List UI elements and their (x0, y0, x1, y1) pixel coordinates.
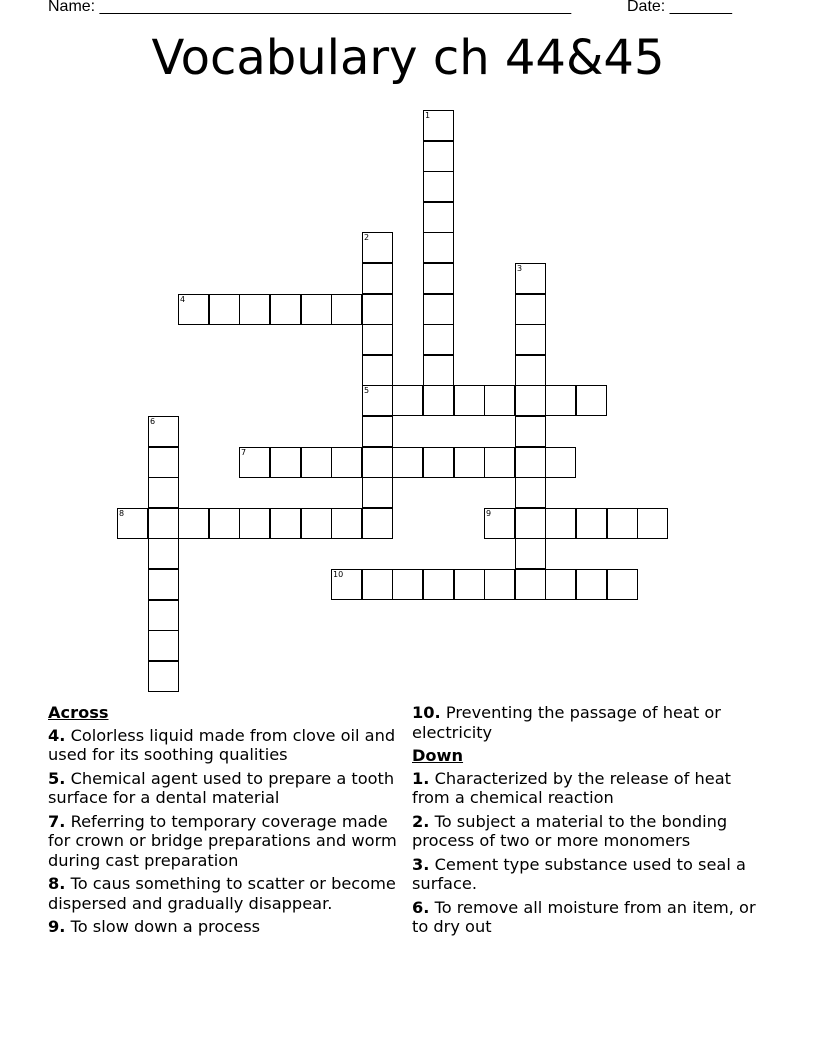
grid-cell[interactable] (576, 385, 607, 416)
grid-cell[interactable] (331, 508, 362, 539)
grid-cell[interactable] (148, 569, 179, 600)
clue-text: To slow down a process (70, 917, 261, 936)
grid-cell[interactable] (148, 416, 179, 447)
grid-cell[interactable] (423, 232, 454, 263)
across-heading: Across (48, 703, 109, 722)
grid-cell[interactable] (423, 355, 454, 386)
clue-text: Characterized by the release of heat from a chemical reaction (412, 768, 731, 807)
clue-number: 6. (412, 897, 430, 917)
grid-cell[interactable] (607, 569, 638, 600)
cell-number: 4 (180, 295, 186, 304)
grid-cell[interactable] (423, 447, 454, 478)
grid-cell[interactable] (362, 508, 393, 539)
grid-cell[interactable] (545, 569, 576, 600)
grid-cell[interactable] (362, 355, 393, 386)
cell-number: 6 (150, 417, 156, 426)
grid-cell[interactable] (423, 263, 454, 294)
grid-cell[interactable] (392, 569, 423, 600)
grid-cell[interactable] (515, 508, 546, 539)
clue-column-right (412, 703, 772, 941)
grid-cell[interactable] (331, 294, 362, 325)
grid-cell[interactable] (362, 416, 393, 447)
grid-cell[interactable] (362, 477, 393, 508)
grid-cell[interactable] (362, 385, 393, 416)
grid-cell[interactable] (515, 447, 546, 478)
grid-cell[interactable] (454, 569, 485, 600)
grid-cell[interactable] (515, 263, 546, 294)
grid-cell[interactable] (270, 508, 301, 539)
clue-column-left (48, 703, 400, 941)
cell-number: 7 (241, 448, 247, 457)
grid-cell[interactable] (515, 385, 546, 416)
grid-cell[interactable] (148, 538, 179, 569)
grid-cell[interactable] (362, 232, 393, 263)
clue-text: Cement type substance used to seal a surface. (412, 854, 746, 893)
clue-number: 5. (48, 768, 66, 788)
grid-cell[interactable] (515, 538, 546, 569)
clue-number: 8. (48, 874, 66, 893)
grid-cell[interactable] (362, 263, 393, 294)
grid-cell[interactable] (515, 569, 546, 600)
clue-text: Chemical agent used to prepare a tooth surface for a dental material (48, 768, 395, 807)
grid-cell[interactable] (454, 385, 485, 416)
grid-cell[interactable] (301, 447, 332, 478)
grid-cell[interactable] (423, 385, 454, 416)
grid-cell[interactable] (423, 110, 454, 141)
cell-number: 10 (333, 570, 344, 579)
grid-cell[interactable] (178, 294, 209, 325)
grid-cell[interactable] (362, 294, 393, 325)
grid-cell[interactable] (484, 569, 515, 600)
cell-number: 9 (486, 509, 492, 518)
grid-cell[interactable] (484, 447, 515, 478)
grid-cell[interactable] (423, 202, 454, 233)
clue-number: 3. (412, 854, 430, 874)
grid-cell[interactable] (209, 508, 240, 539)
grid-cell[interactable] (545, 385, 576, 416)
grid-cell[interactable] (301, 294, 332, 325)
grid-cell[interactable] (515, 324, 546, 355)
across-clue (48, 917, 400, 937)
grid-cell[interactable] (423, 294, 454, 325)
grid-cell[interactable] (392, 447, 423, 478)
grid-cell[interactable] (362, 447, 393, 478)
grid-cell[interactable] (423, 171, 454, 202)
down-heading: Down (412, 746, 464, 765)
across-clue (412, 703, 772, 742)
grid-cell[interactable] (637, 508, 668, 539)
grid-cell[interactable] (362, 324, 393, 355)
grid-cell[interactable] (515, 355, 546, 386)
clue-text: To remove all moisture from an item, or to dry out (412, 897, 756, 936)
across-clue (48, 874, 400, 913)
grid-cell[interactable] (423, 141, 454, 172)
clue-text: To caus something to scatter or become dispersed and gradually disappear. (48, 874, 396, 913)
grid-cell[interactable] (148, 508, 179, 539)
grid-cell[interactable] (362, 569, 393, 600)
cell-number: 1 (425, 111, 431, 120)
clue-text: Colorless liquid made from clove oil and used for its soothing qualities (48, 725, 396, 764)
down-clue (412, 812, 772, 851)
grid-cell[interactable] (270, 294, 301, 325)
grid-cell[interactable] (484, 385, 515, 416)
grid-cell[interactable] (148, 447, 179, 478)
cell-number: 2 (364, 233, 370, 242)
grid-cell[interactable] (117, 508, 148, 539)
grid-cell[interactable] (148, 477, 179, 508)
grid-cell[interactable] (423, 569, 454, 600)
clue-text: To subject a material to the bonding process of two or more monomers (412, 811, 728, 850)
clue-number: 7. (48, 811, 66, 831)
across-clue (48, 726, 400, 765)
grid-cell[interactable] (178, 508, 209, 539)
grid-cell[interactable] (331, 447, 362, 478)
grid-cell[interactable] (148, 600, 179, 631)
down-clue (412, 855, 772, 894)
across-clue (48, 812, 400, 871)
grid-cell[interactable] (239, 447, 270, 478)
across-clue (48, 769, 400, 808)
down-clue (412, 898, 772, 937)
clue-number: 1. (412, 768, 430, 788)
clue-number: 9. (48, 917, 66, 936)
grid-cell[interactable] (423, 324, 454, 355)
clue-text: Preventing the passage of heat or electricity (412, 703, 721, 742)
down-clue (412, 769, 772, 808)
grid-cell[interactable] (454, 447, 485, 478)
grid-cell[interactable] (270, 447, 301, 478)
name-field-label[interactable]: Name: _____________________________________________________ (48, 0, 572, 15)
grid-cell[interactable] (239, 294, 270, 325)
clue-number: 2. (412, 811, 430, 831)
clue-number: 10. (412, 703, 441, 722)
grid-cell[interactable] (515, 477, 546, 508)
cell-number: 5 (364, 386, 370, 395)
grid-cell[interactable] (545, 508, 576, 539)
page-title: Vocabulary ch 44&45 (151, 30, 665, 86)
grid-cell[interactable] (392, 385, 423, 416)
date-field-label[interactable]: Date: _______ (627, 0, 732, 15)
grid-cell[interactable] (239, 508, 270, 539)
grid-cell[interactable] (607, 508, 638, 539)
grid-cell[interactable] (148, 630, 179, 661)
clue-number: 4. (48, 725, 66, 745)
grid-cell[interactable] (484, 508, 515, 539)
grid-cell[interactable] (576, 569, 607, 600)
grid-cell[interactable] (331, 569, 362, 600)
grid-cell[interactable] (515, 416, 546, 447)
clue-text: Referring to temporary coverage made for crown or bridge preparations and worm during cast preparation (48, 811, 397, 870)
cell-number: 8 (119, 509, 125, 518)
grid-cell[interactable] (301, 508, 332, 539)
grid-cell[interactable] (545, 447, 576, 478)
grid-cell[interactable] (576, 508, 607, 539)
grid-cell[interactable] (209, 294, 240, 325)
grid-cell[interactable] (148, 661, 179, 692)
cell-number: 3 (517, 264, 523, 273)
grid-cell[interactable] (515, 294, 546, 325)
